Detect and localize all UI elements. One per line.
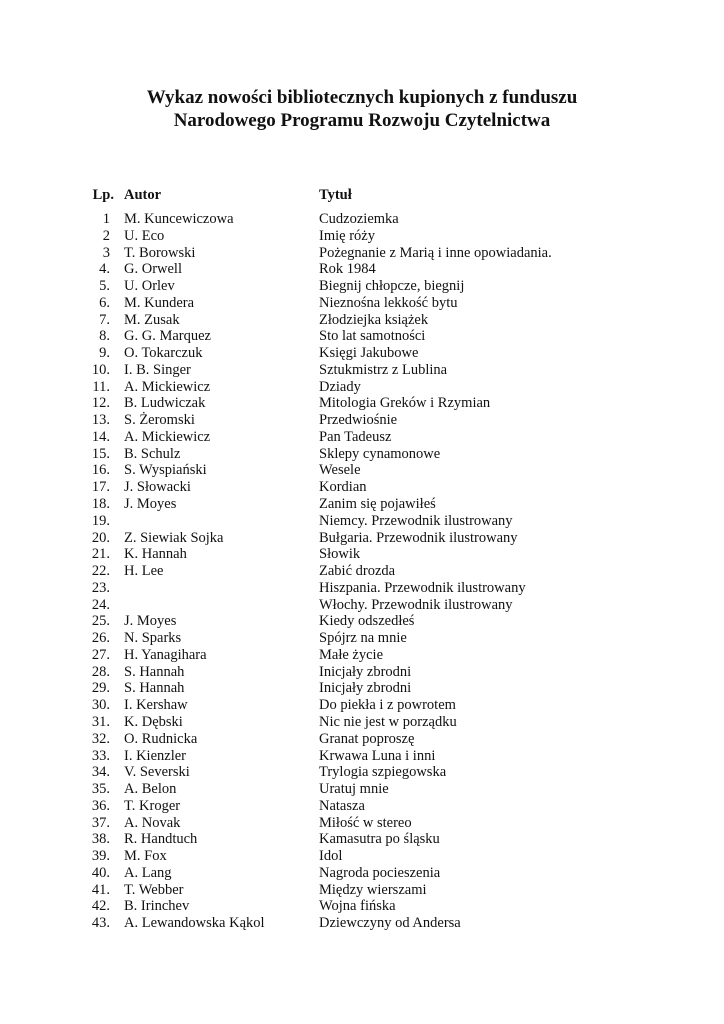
table-row	[0, 714, 724, 731]
row-number: 14.	[91, 428, 110, 445]
row-title: Cudzoziemka	[319, 211, 399, 227]
row-author: S. Hannah	[124, 680, 185, 697]
table-row	[0, 613, 724, 630]
title-line-1: Wykaz nowości bibliotecznych kupionych z funduszu	[146, 87, 578, 108]
row-title: Wojna fińska	[319, 898, 396, 915]
row-number: 42.	[91, 898, 110, 915]
table-row	[0, 898, 724, 915]
table-row	[0, 379, 724, 396]
row-title: Zabić drozda	[319, 563, 396, 580]
row-number: 7.	[99, 311, 110, 328]
row-title: Sklepy cynamonowe	[319, 445, 441, 462]
row-author: G. G. Marquez	[124, 328, 211, 345]
row-title: Kordian	[319, 479, 367, 496]
table-row	[0, 546, 724, 563]
row-number: 24.	[91, 596, 110, 613]
row-title: Mitologia Greków i Rzymian	[319, 395, 491, 412]
row-title: Zanim się pojawiłeś	[319, 496, 436, 513]
row-number: 19.	[91, 512, 110, 529]
table-row	[0, 261, 724, 278]
row-title: Słowik	[319, 546, 361, 563]
table-row	[0, 446, 724, 463]
row-author: S. Wyspiański	[124, 462, 207, 479]
row-author: M. Kuncewiczowa	[124, 211, 234, 227]
table-row	[0, 278, 724, 295]
row-number: 34.	[91, 764, 110, 781]
row-author: Z. Siewiak Sojka	[124, 529, 224, 546]
row-number: 38.	[91, 831, 110, 848]
row-title: Włochy. Przewodnik ilustrowany	[319, 596, 513, 613]
row-title: Biegnij chłopcze, biegnij	[319, 278, 465, 295]
row-number: 8.	[99, 328, 110, 345]
row-number: 37.	[91, 814, 110, 831]
table-row	[0, 781, 724, 798]
row-author: K. Hannah	[124, 546, 187, 563]
table-row	[0, 764, 724, 781]
row-title: Spójrz na mnie	[319, 630, 407, 647]
table-row	[0, 580, 724, 597]
row-number: 6.	[99, 294, 110, 311]
column-header-lp: Lp.	[92, 187, 114, 203]
document-title	[0, 86, 724, 132]
row-number: 18.	[91, 496, 110, 513]
row-author: K. Dębski	[124, 713, 183, 730]
row-author: U. Eco	[124, 227, 165, 244]
table-row	[0, 245, 724, 262]
row-author: A. Belon	[124, 781, 177, 798]
table-row	[0, 228, 724, 245]
column-header-tytul: Tytuł	[319, 187, 352, 203]
row-title: Pan Tadeusz	[319, 428, 392, 445]
table-row	[0, 530, 724, 547]
row-number: 30.	[91, 697, 110, 714]
table-row	[0, 915, 724, 932]
row-title: Niemcy. Przewodnik ilustrowany	[319, 512, 513, 529]
table-row	[0, 831, 724, 848]
table-row	[0, 731, 724, 748]
row-number: 4.	[99, 261, 110, 278]
table-row	[0, 865, 724, 882]
table-row	[0, 462, 724, 479]
table-row	[0, 496, 724, 513]
row-number: 26.	[91, 630, 110, 647]
row-title: Imię róży	[319, 227, 375, 244]
row-author: M. Fox	[124, 848, 167, 865]
row-number: 35.	[91, 781, 110, 798]
row-number: 29.	[91, 680, 110, 697]
table-row	[0, 328, 724, 345]
row-author: M. Kundera	[124, 294, 195, 311]
row-author: N. Sparks	[124, 630, 182, 647]
row-title: Dziewczyny od Andersa	[319, 915, 461, 932]
row-title: Pożegnanie z Marią i inne opowiadania.	[319, 244, 552, 261]
table-row	[0, 211, 724, 228]
book-list	[0, 211, 724, 932]
row-number: 21.	[91, 546, 110, 563]
row-number: 36.	[91, 797, 110, 814]
row-title: Granat poproszę	[319, 730, 415, 747]
table-row	[0, 798, 724, 815]
row-number: 33.	[91, 747, 110, 764]
row-number: 2	[102, 227, 110, 244]
row-title: Do piekła i z powrotem	[319, 697, 456, 714]
row-author: A. Mickiewicz	[124, 428, 211, 445]
row-author: T. Kroger	[124, 797, 181, 814]
row-author: J. Moyes	[124, 613, 177, 630]
table-row	[0, 312, 724, 329]
row-author: A. Lang	[124, 864, 172, 881]
row-title: Trylogia szpiegowska	[319, 764, 447, 781]
row-number: 41.	[91, 881, 110, 898]
row-number: 31.	[91, 713, 110, 730]
row-author: G. Orwell	[124, 261, 182, 278]
table-row	[0, 563, 724, 580]
row-title: Idol	[319, 848, 343, 865]
row-author: A. Novak	[124, 814, 181, 831]
table-row	[0, 412, 724, 429]
row-author: S. Żeromski	[124, 412, 195, 429]
table-row	[0, 748, 724, 765]
row-title: Nieznośna lekkość bytu	[319, 294, 458, 311]
row-number: 12.	[91, 395, 110, 412]
row-title: Księgi Jakubowe	[319, 345, 419, 362]
table-row	[0, 597, 724, 614]
row-author: I. Kershaw	[124, 697, 188, 714]
row-author: A. Mickiewicz	[124, 378, 211, 395]
row-author: S. Hannah	[124, 663, 185, 680]
row-title: Kamasutra po śląsku	[319, 831, 440, 848]
row-title: Bułgaria. Przewodnik ilustrowany	[319, 529, 518, 546]
row-number: 22.	[91, 563, 110, 580]
row-number: 16.	[91, 462, 110, 479]
row-author: B. Ludwiczak	[124, 395, 206, 412]
row-author: B. Irinchev	[124, 898, 190, 915]
row-number: 3	[102, 244, 110, 261]
table-row	[0, 664, 724, 681]
table-row	[0, 479, 724, 496]
row-author: H. Yanagihara	[124, 646, 207, 663]
column-header-autor: Autor	[124, 187, 162, 203]
table-row	[0, 697, 724, 714]
row-author: J. Słowacki	[124, 479, 191, 496]
row-author: T. Borowski	[124, 244, 196, 261]
row-title: Dziady	[319, 378, 361, 395]
table-row	[0, 395, 724, 412]
row-title: Krwawa Luna i inni	[319, 747, 436, 764]
table-row	[0, 882, 724, 899]
row-title: Nagroda pocieszenia	[319, 864, 441, 881]
row-number: 43.	[91, 915, 110, 932]
row-title: Uratuj mnie	[319, 781, 389, 798]
row-number: 10.	[91, 361, 110, 378]
row-author: J. Moyes	[124, 496, 177, 513]
row-number: 9.	[99, 345, 110, 362]
row-title: Małe życie	[319, 646, 384, 663]
row-author: I. B. Singer	[124, 361, 191, 378]
row-title: Miłość w stereo	[319, 814, 412, 831]
row-title: Hiszpania. Przewodnik ilustrowany	[319, 579, 526, 596]
table-row	[0, 848, 724, 865]
table-row	[0, 680, 724, 697]
row-title: Rok 1984	[319, 261, 376, 278]
row-author: O. Tokarczuk	[124, 345, 203, 362]
table-row	[0, 647, 724, 664]
row-title: Inicjały zbrodni	[319, 680, 412, 697]
table-row	[0, 295, 724, 312]
row-number: 23.	[91, 579, 110, 596]
row-number: 11.	[92, 378, 110, 395]
table-row	[0, 429, 724, 446]
row-number: 27.	[91, 646, 110, 663]
row-number: 15.	[91, 445, 110, 462]
table-row	[0, 513, 724, 530]
row-number: 1	[102, 211, 110, 227]
title-line-2: Narodowego Programu Rozwoju Czytelnictwa	[173, 110, 551, 131]
row-author: I. Kienzler	[124, 747, 186, 764]
row-author: M. Zusak	[124, 311, 180, 328]
row-title: Sztukmistrz z Lublina	[319, 361, 448, 378]
row-author: V. Severski	[124, 764, 190, 781]
row-author: R. Handtuch	[124, 831, 198, 848]
row-title: Wesele	[319, 462, 361, 479]
row-title: Kiedy odszedłeś	[319, 613, 415, 630]
row-title: Inicjały zbrodni	[319, 663, 412, 680]
row-title: Natasza	[319, 797, 365, 814]
row-number: 5.	[99, 278, 110, 295]
table-row	[0, 815, 724, 832]
row-number: 20.	[91, 529, 110, 546]
row-author: T. Webber	[124, 881, 184, 898]
row-author: O. Rudnicka	[124, 730, 198, 747]
row-author: A. Lewandowska Kąkol	[124, 915, 265, 932]
row-author: B. Schulz	[124, 445, 181, 462]
row-number: 39.	[91, 848, 110, 865]
row-number: 40.	[91, 864, 110, 881]
row-number: 32.	[91, 730, 110, 747]
table-row	[0, 362, 724, 379]
row-author: H. Lee	[124, 563, 164, 580]
row-number: 13.	[91, 412, 110, 429]
row-author: U. Orlev	[124, 278, 175, 295]
row-number: 17.	[91, 479, 110, 496]
table-row	[0, 345, 724, 362]
row-title: Przedwiośnie	[319, 412, 398, 429]
row-title: Między wierszami	[319, 881, 427, 898]
row-title: Sto lat samotności	[319, 328, 426, 345]
row-title: Nic nie jest w porządku	[319, 713, 457, 730]
row-number: 28.	[91, 663, 110, 680]
row-title: Złodziejka książek	[319, 311, 429, 328]
row-number: 25.	[91, 613, 110, 630]
table-row	[0, 630, 724, 647]
